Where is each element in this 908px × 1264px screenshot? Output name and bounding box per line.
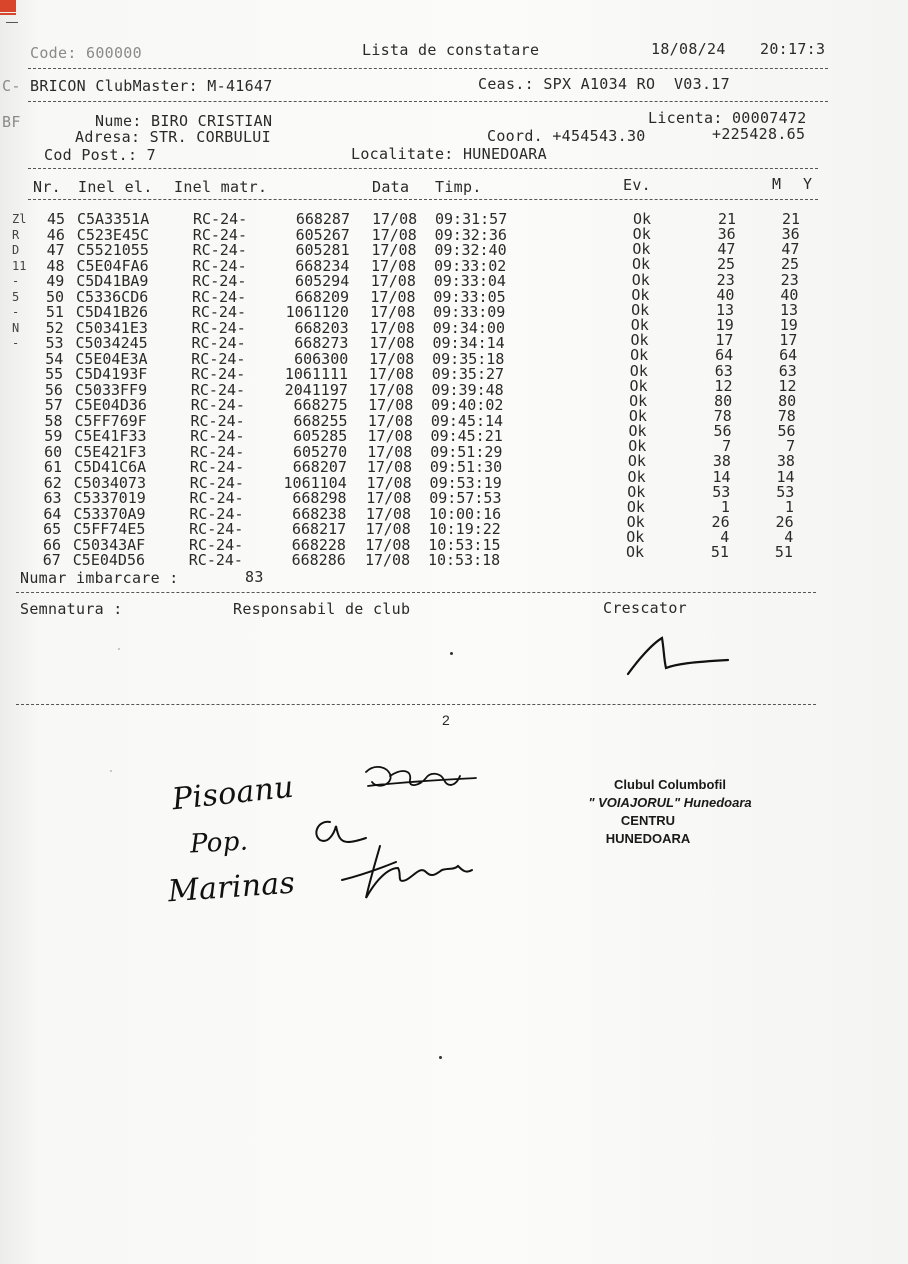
club-responsible-label: Responsabil de club	[233, 600, 411, 618]
margin-fragment: Zl	[12, 212, 27, 226]
row-date: 17/08	[365, 535, 411, 554]
row-inel-matr: 605267	[295, 225, 350, 244]
row-prefix: RC-24-	[189, 520, 244, 538]
club-stamp	[560, 776, 780, 848]
row-y: 17	[779, 331, 798, 350]
row-inel-el: C5521055	[76, 241, 149, 259]
row-inel-matr: 668207	[292, 458, 347, 476]
row-date: 17/08	[367, 427, 413, 445]
row-ev: Ok	[629, 376, 648, 395]
row-inel-el: C5FF74E5	[73, 520, 146, 538]
row-inel-matr: 668287	[295, 210, 350, 228]
col-ev: Ev.	[623, 176, 651, 194]
row-time: 09:51:30	[429, 458, 503, 476]
row-prefix: RC-24-	[192, 241, 247, 259]
owner-postal: Cod Post.: 7	[44, 146, 156, 164]
row-nr: 59	[44, 427, 63, 445]
row-time: 09:33:09	[433, 303, 506, 321]
row-nr: 52	[45, 318, 64, 337]
total-divider	[16, 592, 816, 593]
row-nr: 50	[46, 287, 65, 306]
speck	[439, 1056, 442, 1059]
row-nr: 62	[43, 473, 62, 492]
speck	[110, 770, 112, 772]
row-prefix: RC-24-	[190, 380, 246, 399]
page-number: 2	[442, 712, 451, 728]
row-ev: Ok	[627, 482, 646, 501]
row-time: 09:33:02	[434, 256, 507, 275]
row-y: 12	[778, 376, 797, 395]
row-inel-el: C5A3351A	[77, 210, 150, 228]
row-date: 17/08	[369, 349, 415, 368]
row-y: 25	[780, 255, 800, 274]
row-date: 17/08	[367, 411, 413, 430]
row-prefix: RC-24-	[189, 489, 244, 507]
row-m: 56	[713, 422, 732, 441]
margin-fragment-bfb: BF	[2, 113, 21, 131]
row-y: 21	[781, 210, 800, 228]
row-inel-el: C5034245	[75, 334, 148, 352]
row-prefix: RC-24-	[190, 411, 245, 430]
col-inel-matr: Inel matr.	[174, 178, 268, 196]
row-date: 17/08	[365, 504, 412, 523]
row-m: 26	[711, 513, 730, 531]
row-inel-el: C5E04D56	[72, 551, 146, 569]
row-date: 17/08	[367, 442, 413, 461]
row-ev: Ok	[632, 240, 651, 259]
row-nr: 63	[43, 489, 62, 507]
red-corner-mark	[0, 0, 16, 12]
margin-fragment: -	[12, 305, 20, 319]
row-m: 38	[712, 452, 731, 471]
total-label: Numar imbarcare :	[20, 569, 179, 587]
handwritten-signature-1-icon	[360, 762, 480, 802]
row-inel-matr: 606300	[294, 349, 349, 368]
row-time: 09:51:29	[430, 442, 503, 461]
row-ev: Ok	[628, 406, 647, 425]
row-nr: 46	[46, 225, 65, 244]
clock-info: Ceas.: SPX A1034 RO V03.17	[478, 75, 730, 93]
row-date: 17/08	[369, 318, 415, 337]
row-inel-matr: 1061111	[284, 365, 349, 383]
document-title: Lista de constatare	[362, 41, 540, 59]
row-inel-el: C5336CD6	[76, 287, 149, 306]
owner-license: Licenta: 00007472	[648, 109, 807, 127]
row-time: 09:33:05	[433, 287, 506, 306]
row-prefix: RC-24-	[189, 473, 244, 492]
row-m: 36	[717, 225, 736, 244]
row-inel-matr: 2041197	[284, 380, 348, 399]
row-date: 17/08	[369, 334, 415, 352]
row-inel-el: C5337019	[73, 489, 146, 507]
row-inel-el: C5D41C6A	[73, 458, 147, 476]
row-nr: 45	[47, 210, 66, 228]
col-nr: Nr.	[33, 178, 61, 196]
owner-divider	[28, 168, 818, 169]
col-y: Y	[803, 175, 813, 193]
speck	[450, 652, 453, 655]
footer-divider	[16, 704, 816, 705]
row-inel-matr: 668273	[294, 334, 349, 352]
row-m: 7	[722, 437, 732, 456]
row-inel-el: C5FF769F	[74, 411, 147, 430]
row-nr: 58	[44, 411, 63, 430]
row-time: 09:32:40	[434, 241, 507, 259]
row-time: 10:53:15	[428, 535, 501, 554]
row-prefix: RC-24-	[192, 225, 247, 244]
row-date: 17/08	[370, 272, 416, 290]
stamp-line-3: CENTRU	[620, 813, 676, 828]
row-inel-el: C50341E3	[75, 318, 148, 337]
row-nr: 55	[45, 365, 64, 383]
row-ev: Ok	[626, 497, 645, 516]
row-ev: Ok	[629, 391, 648, 410]
owner-locality: Localitate: HUNEDOARA	[351, 145, 547, 163]
row-time: 09:34:00	[432, 318, 505, 337]
row-ev: Ok	[631, 270, 650, 289]
stamp-line-1: Clubul Columbofil	[614, 777, 726, 792]
row-time: 09:39:48	[431, 380, 504, 399]
col-m: M	[772, 175, 782, 193]
row-nr: 64	[43, 504, 62, 523]
row-prefix: RC-24-	[191, 303, 247, 321]
row-inel-matr: 605285	[293, 427, 348, 445]
owner-name: Nume: BIRO CRISTIAN	[95, 112, 273, 130]
row-prefix: RC-24-	[190, 442, 245, 461]
row-inel-matr: 668203	[294, 318, 349, 337]
row-nr: 47	[46, 241, 65, 259]
row-nr: 51	[45, 303, 64, 321]
row-inel-el: C53370A9	[73, 504, 146, 523]
margin-fragment: R	[12, 227, 20, 242]
row-m: 4	[720, 528, 730, 547]
row-time: 10:53:18	[427, 551, 501, 569]
row-inel-el: C523E45C	[76, 225, 150, 244]
row-ev: Ok	[631, 300, 650, 319]
row-ev: Ok	[633, 210, 652, 228]
row-inel-el: C5E04E3A	[75, 349, 148, 368]
row-inel-el: C5034073	[73, 473, 146, 492]
row-prefix: RC-24-	[191, 334, 246, 352]
row-inel-el: C5E41F33	[74, 427, 147, 445]
row-inel-matr: 668298	[292, 489, 347, 507]
total-value: 83	[245, 568, 264, 586]
row-inel-el: C5E421F3	[74, 442, 147, 461]
row-date: 17/08	[364, 551, 411, 569]
row-time: 09:40:02	[431, 396, 504, 414]
print-time: 20:17:3	[760, 40, 826, 58]
row-y: 19	[779, 316, 798, 335]
system-info: BRICON ClubMaster: M-41647	[30, 77, 273, 95]
stamp-line-4: HUNEDOARA	[605, 831, 691, 846]
row-inel-matr: 668228	[291, 535, 346, 554]
row-ev: Ok	[630, 346, 649, 365]
header-left-fragment: C-	[2, 77, 21, 95]
row-prefix: RC-24-	[191, 365, 246, 383]
row-nr: 66	[42, 535, 62, 554]
row-inel-matr: 1061120	[285, 303, 349, 321]
row-date: 17/08	[371, 256, 417, 275]
row-y: 1	[784, 497, 794, 516]
row-m: 80	[714, 391, 733, 410]
row-time: 09:32:36	[434, 225, 507, 244]
row-inel-matr: 668217	[291, 520, 347, 538]
row-y: 53	[776, 482, 795, 501]
stamp-line-2: " VOIAJORUL" Hunedoara	[588, 795, 752, 810]
row-inel-el: C5E04FA6	[76, 256, 149, 275]
row-ev: Ok	[627, 467, 646, 486]
row-y: 63	[778, 361, 797, 380]
row-y: 7	[786, 437, 796, 456]
row-y: 36	[781, 225, 800, 244]
row-time: 09:33:04	[433, 272, 506, 290]
row-ev: Ok	[626, 513, 645, 531]
row-inel-matr: 668238	[292, 504, 347, 523]
margin-fragment: -	[12, 274, 20, 288]
row-date: 17/08	[372, 210, 418, 228]
row-prefix: RC-24-	[192, 256, 247, 275]
margin-fragment: -	[12, 336, 20, 350]
handwritten-name-2: Pop.	[189, 826, 249, 860]
row-m: 21	[717, 210, 736, 228]
row-y: 4	[784, 528, 794, 547]
row-prefix: RC-24-	[192, 272, 247, 290]
row-prefix: RC-24-	[190, 396, 245, 414]
row-ev: Ok	[632, 225, 651, 244]
row-m: 13	[716, 300, 735, 319]
breeder-signature-icon	[620, 630, 740, 680]
row-y: 80	[778, 391, 797, 410]
row-date: 17/08	[365, 520, 411, 538]
row-nr: 48	[46, 256, 65, 275]
row-date: 17/08	[368, 380, 414, 399]
margin-fragment: 5	[12, 289, 20, 304]
row-prefix: RC-24-	[192, 287, 247, 306]
handwritten-signature-3-icon	[336, 840, 476, 902]
row-nr: 57	[44, 396, 63, 414]
row-m: 14	[712, 467, 731, 486]
row-ev: Ok	[632, 255, 651, 274]
row-m: 12	[714, 376, 733, 395]
row-y: 56	[777, 422, 796, 441]
row-y: 78	[777, 406, 796, 425]
row-inel-matr: 605294	[295, 272, 350, 290]
row-m: 17	[715, 331, 734, 350]
row-ev: Ok	[631, 285, 650, 304]
row-date: 17/08	[368, 396, 414, 414]
row-nr: 49	[46, 272, 65, 290]
system-divider	[28, 101, 828, 102]
row-m: 19	[715, 316, 734, 335]
col-data: Data	[372, 178, 410, 196]
row-time: 09:35:27	[431, 365, 505, 383]
row-inel-matr: 668286	[291, 551, 346, 569]
row-m: 64	[715, 346, 734, 365]
margin-fragment: N	[12, 320, 20, 335]
owner-coord: Coord. +454543.30	[487, 127, 646, 145]
row-time: 09:31:57	[435, 210, 508, 228]
row-ev: Ok	[630, 316, 649, 335]
row-m: 1	[720, 497, 730, 516]
print-date: 18/08/24	[651, 40, 726, 58]
row-inel-matr: 668234	[295, 256, 350, 275]
row-inel-el: C5D41BA9	[76, 272, 149, 290]
row-m: 25	[716, 255, 736, 274]
row-time: 09:45:21	[430, 427, 503, 445]
owner-address: Adresa: STR. CORBULUI	[75, 128, 271, 146]
row-inel-matr: 668275	[293, 396, 348, 414]
handwritten-name-3: Marinas	[166, 865, 297, 910]
margin-fragment: D	[12, 243, 20, 257]
breeder-label: Crescator	[603, 599, 687, 617]
row-inel-el: C5D41B26	[75, 303, 149, 321]
row-time: 10:19:22	[428, 520, 501, 538]
row-inel-el: C5033FF9	[74, 380, 148, 399]
row-y: 40	[780, 285, 799, 304]
row-prefix: RC-24-	[189, 458, 245, 476]
row-y: 64	[779, 346, 798, 365]
col-timp: Timp.	[435, 178, 482, 196]
row-time: 10:00:16	[428, 504, 502, 523]
owner-coord-2: +225428.65	[712, 125, 806, 143]
row-m: 53	[712, 482, 731, 501]
row-date: 17/08	[366, 458, 413, 476]
row-inel-matr: 1061104	[283, 473, 347, 492]
row-time: 09:45:14	[430, 411, 504, 430]
row-y: 51	[774, 543, 793, 562]
program-code: Code: 600000	[30, 44, 142, 62]
row-ev: Ok	[630, 331, 649, 350]
header-divider	[28, 68, 828, 69]
row-inel-matr: 668255	[293, 411, 348, 430]
row-y: 13	[780, 300, 799, 319]
row-time: 09:53:19	[429, 473, 502, 492]
signature-label: Semnatura :	[20, 600, 123, 618]
row-prefix: RC-24-	[188, 535, 244, 554]
row-y: 14	[776, 467, 795, 486]
row-inel-matr: 605270	[292, 442, 348, 461]
row-nr: 67	[42, 551, 61, 569]
row-prefix: RC-24-	[188, 551, 243, 569]
row-nr: 54	[45, 349, 64, 368]
row-nr: 60	[44, 442, 63, 461]
row-inel-matr: 605281	[295, 241, 350, 259]
row-time: 09:34:14	[432, 334, 505, 352]
row-prefix: RC-24-	[191, 349, 246, 368]
row-nr: 61	[43, 458, 62, 476]
row-ev: Ok	[625, 543, 645, 562]
row-prefix: RC-24-	[189, 504, 244, 523]
row-inel-matr: 668209	[294, 287, 350, 306]
row-y: 38	[776, 452, 795, 471]
row-date: 17/08	[371, 241, 417, 259]
speck	[118, 648, 120, 650]
col-inel-el: Inel el.	[78, 178, 153, 196]
handwritten-name-1: Pisoanu	[170, 769, 296, 818]
columns-divider	[28, 199, 818, 200]
row-inel-el: C50343AF	[72, 535, 146, 554]
red-corner-underline	[0, 13, 16, 15]
row-y: 23	[780, 270, 799, 289]
row-nr: 53	[45, 334, 64, 352]
row-m: 78	[713, 406, 732, 425]
row-date: 17/08	[370, 303, 416, 321]
row-inel-el: C5E04D36	[74, 396, 147, 414]
row-m: 63	[714, 361, 733, 380]
row-y: 26	[775, 513, 794, 531]
row-ev: Ok	[628, 437, 647, 456]
margin-tick	[6, 22, 18, 23]
row-date: 17/08	[371, 225, 417, 244]
margin-fragment: 11	[12, 258, 27, 273]
row-m: 40	[716, 285, 735, 304]
row-m: 47	[717, 240, 736, 259]
row-date: 17/08	[370, 287, 416, 306]
row-date: 17/08	[366, 489, 412, 507]
row-ev: Ok	[627, 452, 646, 471]
row-prefix: RC-24-	[193, 210, 248, 228]
row-ev: Ok	[629, 361, 648, 380]
row-inel-el: C5D4193F	[75, 365, 148, 383]
row-y: 47	[781, 240, 800, 259]
row-m: 51	[710, 543, 729, 562]
row-prefix: RC-24-	[190, 427, 245, 445]
row-m: 23	[716, 270, 735, 289]
row-ev: Ok	[628, 422, 647, 441]
row-time: 09:35:18	[432, 349, 505, 368]
row-nr: 65	[43, 520, 62, 538]
row-nr: 56	[44, 380, 63, 399]
row-ev: Ok	[626, 528, 645, 547]
row-time: 09:57:53	[429, 489, 502, 507]
row-date: 17/08	[368, 365, 414, 383]
row-prefix: RC-24-	[191, 318, 246, 337]
row-date: 17/08	[366, 473, 412, 492]
